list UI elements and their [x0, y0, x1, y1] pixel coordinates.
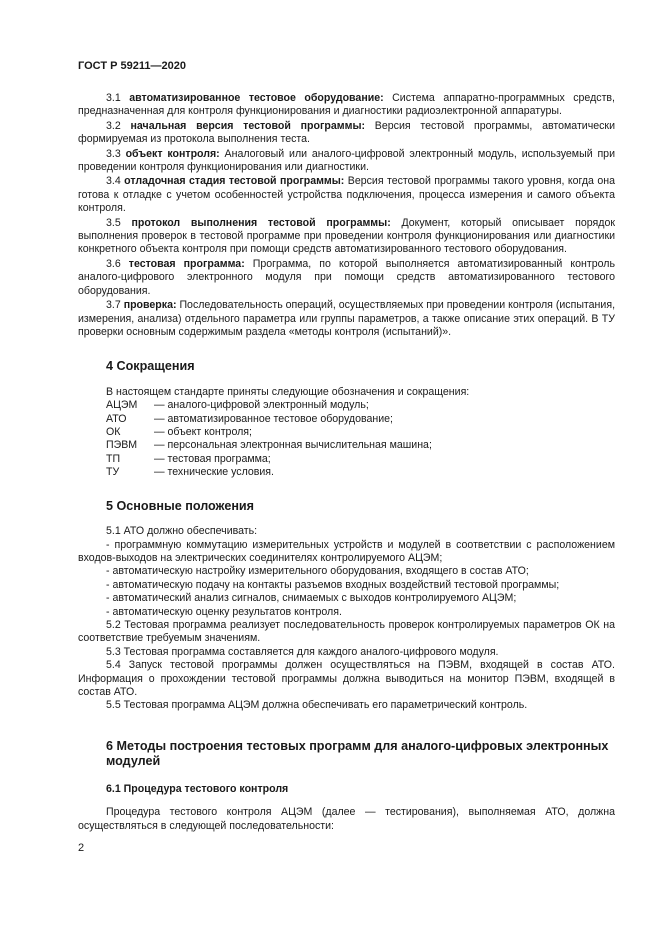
definition-term: отладочная стадия тестовой программы: [124, 175, 345, 188]
document-body [78, 92, 615, 833]
definition-term: начальная версия тестовой программы: [130, 119, 366, 132]
definition-text: Программа, по которой выполняется автоматизированный контроль аналого-цифрового электронного модуля при помощи средств автоматизированного тестового оборудования. [78, 257, 615, 297]
definition-3-4 [78, 175, 615, 215]
abbreviation-row [78, 466, 615, 479]
definition-term: объект контроля: [125, 147, 220, 160]
abbreviation-row [78, 453, 615, 466]
definition-term: автоматизированное тестовое оборудование: [129, 92, 384, 104]
paragraph-5-3: 5.3 Тестовая программа составляется для каждого аналого-цифрового модуля. [106, 645, 499, 658]
definition-text: Система аппаратно-программных средств, предназначенная для контроля функционирования и диагностики радиоэлектронной аппаратуры. [78, 92, 615, 118]
abbreviation-code: АТО [106, 412, 127, 425]
definition-3-3 [78, 148, 615, 175]
definition-number: 3.2 [106, 119, 121, 132]
abbreviation-meaning: — технические условия. [154, 466, 274, 479]
definition-text: Аналоговый или аналого-цифровой электронный модуль, используемый при проведении контроля функционирования или диагностики. [78, 147, 615, 174]
abbreviation-row [78, 426, 615, 439]
paragraph-5-4: 5.4 Запуск тестовой программы должен осуществляться на ПЭВМ, входящей в состав АТО. Информация о прохождении тестовой программы должна выводиться на монитор ПЭВМ, входящей в состав АТО. [78, 659, 615, 699]
abbreviation-meaning: — объект контроля; [154, 426, 252, 439]
abbreviation-code: ТП [106, 452, 121, 465]
definition-3-5 [78, 217, 615, 257]
section-4-intro: В настоящем стандарте приняты следующие обозначения и сокращения: [106, 385, 470, 398]
definition-number: 3.5 [106, 216, 121, 229]
definitions-list [78, 92, 615, 339]
abbreviation-code: ПЭВМ [106, 439, 138, 452]
definition-3-2 [78, 120, 615, 147]
abbreviations-list [78, 399, 615, 479]
paragraph-5-5: 5.5 Тестовая программа АЦЭМ должна обеспечивать его параметрический контроль. [106, 699, 528, 712]
abbreviation-code: ТУ [106, 466, 120, 479]
definition-term: протокол выполнения тестовой программы: [131, 216, 391, 229]
definition-3-6 [78, 258, 615, 298]
definition-number: 3.3 [106, 147, 121, 160]
standard-header: ГОСТ Р 59211—2020 [78, 60, 186, 72]
abbreviation-row [78, 439, 615, 452]
paragraph-5-2: 5.2 Тестовая программа реализует последовательность проверок контролируемых параметров ОК на соответствие требуемым значениям. [78, 619, 615, 645]
definition-term: проверка: [123, 299, 177, 312]
definition-number: 3.1 [106, 92, 121, 104]
section-6-title: 6 Методы построения тестовых программ для аналого-цифровых электронных модулей [106, 738, 609, 769]
section-5-title: 5 Основные положения [106, 498, 255, 513]
abbreviation-meaning: — аналого-цифровой электронный модуль; [154, 399, 369, 412]
definition-text: Последовательность операций, осуществляемых при проведении контроля (испытания, измерения, анализа) отдельного параметра или группы параметров, а также описание этих операций. В ТУ проверки основным содержимым раздела «методы контроля (испытаний)». [78, 299, 616, 338]
definition-3-7 [78, 299, 615, 339]
list-item: - автоматическую подачу на контакты разъемов входных воздействий тестовой программы; [106, 578, 560, 591]
definition-text: Версия тестовой программы, автоматически формируемая из протокола выполнения теста. [78, 119, 615, 146]
definition-number: 3.4 [106, 175, 121, 188]
definition-3-1 [78, 92, 615, 119]
list-item: - автоматический анализ сигналов, снимаемых с выходов контролируемого АЦЭМ; [106, 592, 517, 605]
paragraph-6-1: Процедура тестового контроля АЦЭМ (далее — тестирования), выполняемая АТО, должна осуществляться в следующей последовательности: [78, 806, 615, 832]
list-item: - автоматическую оценку результатов контроля. [106, 605, 342, 618]
abbreviation-row [78, 413, 615, 426]
abbreviation-meaning: — тестовая программа; [154, 452, 271, 465]
subsection-6-1-title: 6.1 Процедура тестового контроля [106, 782, 289, 795]
abbreviation-meaning: — автоматизированное тестовое оборудование; [154, 412, 393, 425]
section-4-title: 4 Сокращения [106, 359, 195, 374]
list-item: - автоматическую настройку измерительного оборудования, входящего в состав АТО; [106, 565, 529, 578]
paragraph-5-1: 5.1 АТО должно обеспечивать: [106, 525, 258, 538]
definition-number: 3.7 [106, 299, 121, 312]
abbreviation-meaning: — персональная электронная вычислительная машина; [154, 439, 432, 452]
definition-number: 3.6 [106, 257, 121, 270]
definition-text: Версия тестовой программы такого уровня, когда она готова к отладке с учетом особенностей устройства подключения, процесса измерения и самого объекта контроля. [78, 175, 615, 215]
abbreviation-row [78, 399, 615, 412]
list-item: - программную коммутацию измерительных устройств и модулей в соответствии с расположением входов-выходов на электрических соединителях контролируемого АЦЭМ; [78, 538, 615, 564]
abbreviation-code: ОК [106, 426, 121, 439]
page-number: 2 [78, 842, 85, 854]
definition-text: Документ, который описывает порядок выполнения проверок в тестовой программе при проведении контроля функционирования или диагностики конкретного объекта контроля при помощи средств автоматизированного тестового оборудования. [78, 216, 615, 256]
definition-term: тестовая программа: [128, 257, 245, 270]
abbreviation-code: АЦЭМ [106, 399, 138, 412]
